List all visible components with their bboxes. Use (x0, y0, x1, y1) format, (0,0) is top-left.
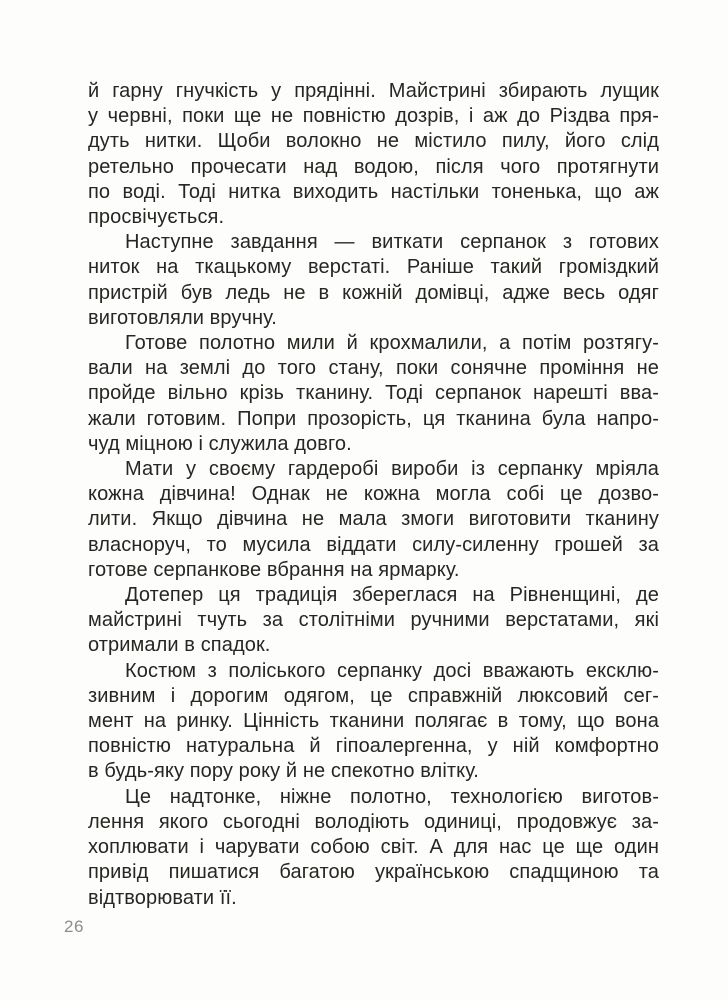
text-line: дуть нитки. Щоби волокно не містило пилу, його слід (88, 130, 659, 153)
text-line: по воді. Тоді нитка виходить настільки тоненька, що аж (88, 180, 659, 203)
text-line: жали готовим. Попри прозорість, ця тканина була напро- (88, 407, 659, 430)
paragraph (88, 230, 659, 331)
text-line: Це надтонке, ніжне полотно, технологією виготов- (125, 785, 659, 808)
text-line: зивним і дорогим одягом, це справжній люксовий сег- (88, 684, 659, 707)
text-line: готове серпанкове вбрання на ярмарку. (88, 558, 460, 581)
text-line: Костюм з поліського серпанку досі вважають ексклю- (125, 659, 659, 682)
text-line: лити. Якщо дівчина не мала змоги виготовити тканину (88, 508, 659, 531)
text-line: й гарну гнучкість у прядінні. Майстрині збирають лущик (88, 80, 659, 102)
paragraph (88, 785, 659, 911)
text-line: Мати у своєму гардеробі вироби із серпанку мріяла (125, 458, 659, 481)
text-line: хоплювати і чарувати собою світ. А для нас це ще один (88, 836, 659, 859)
text-line: чуд міцною і служила довго. (88, 432, 352, 455)
text-line: пройде вільно крізь тканину. Тоді серпанок нарешті вва- (88, 382, 659, 405)
text-line: у червні, поки ще не повністю дозрів, і аж до Різдва пря- (88, 105, 659, 128)
text-line: пристрій був ледь не в кожній домівці, адже весь одяг (88, 281, 659, 304)
text-line: вали на землі до того стану, поки сонячне проміння не (88, 357, 659, 380)
text-line: ниток на ткацькому верстаті. Раніше такий громіздкий (88, 256, 659, 279)
text-line: майстрині тчуть за столітніми ручними верстатами, які (88, 609, 659, 632)
text-line: привід пишатися багатою українською спадщиною та (88, 861, 659, 884)
page-number: 26 (64, 917, 84, 936)
text-line: повністю натуральна й гіпоалергенна, у ній комфортно (88, 735, 659, 758)
text-line: отримали в спадок. (88, 634, 271, 657)
text-line: власноруч, то мусила віддати силу-силенну грошей за (88, 533, 659, 556)
text-line: Дотепер ця традиція збереглася на Рівненщині, де (125, 584, 659, 607)
paragraph (88, 457, 659, 583)
paragraph (88, 79, 659, 230)
paragraph (88, 583, 659, 659)
text-line: Наступне завдання — виткати серпанок з готових (125, 231, 659, 254)
text-line: мент на ринку. Цінність тканини полягає в тому, що вона (88, 710, 659, 733)
text-line: виготовляли вручну. (88, 306, 277, 329)
paragraph (88, 331, 659, 457)
text-block (88, 79, 659, 911)
text-line: відтворювати її. (88, 886, 237, 909)
text-line: лення якого сьогодні володіють одиниці, продовжує за- (88, 810, 659, 833)
text-line: кожна дівчина! Однак не кожна могла собі це дозво- (88, 483, 659, 506)
text-line: ретельно прочесати над водою, після чого протягнути (88, 155, 659, 178)
text-line: в будь-яку пору року й не спекотно влітку. (88, 760, 479, 783)
text-line: просвічується. (88, 206, 225, 229)
text-line: Готове полотно мили й крохмалили, а потім розтягу- (125, 332, 659, 355)
paragraph (88, 659, 659, 785)
